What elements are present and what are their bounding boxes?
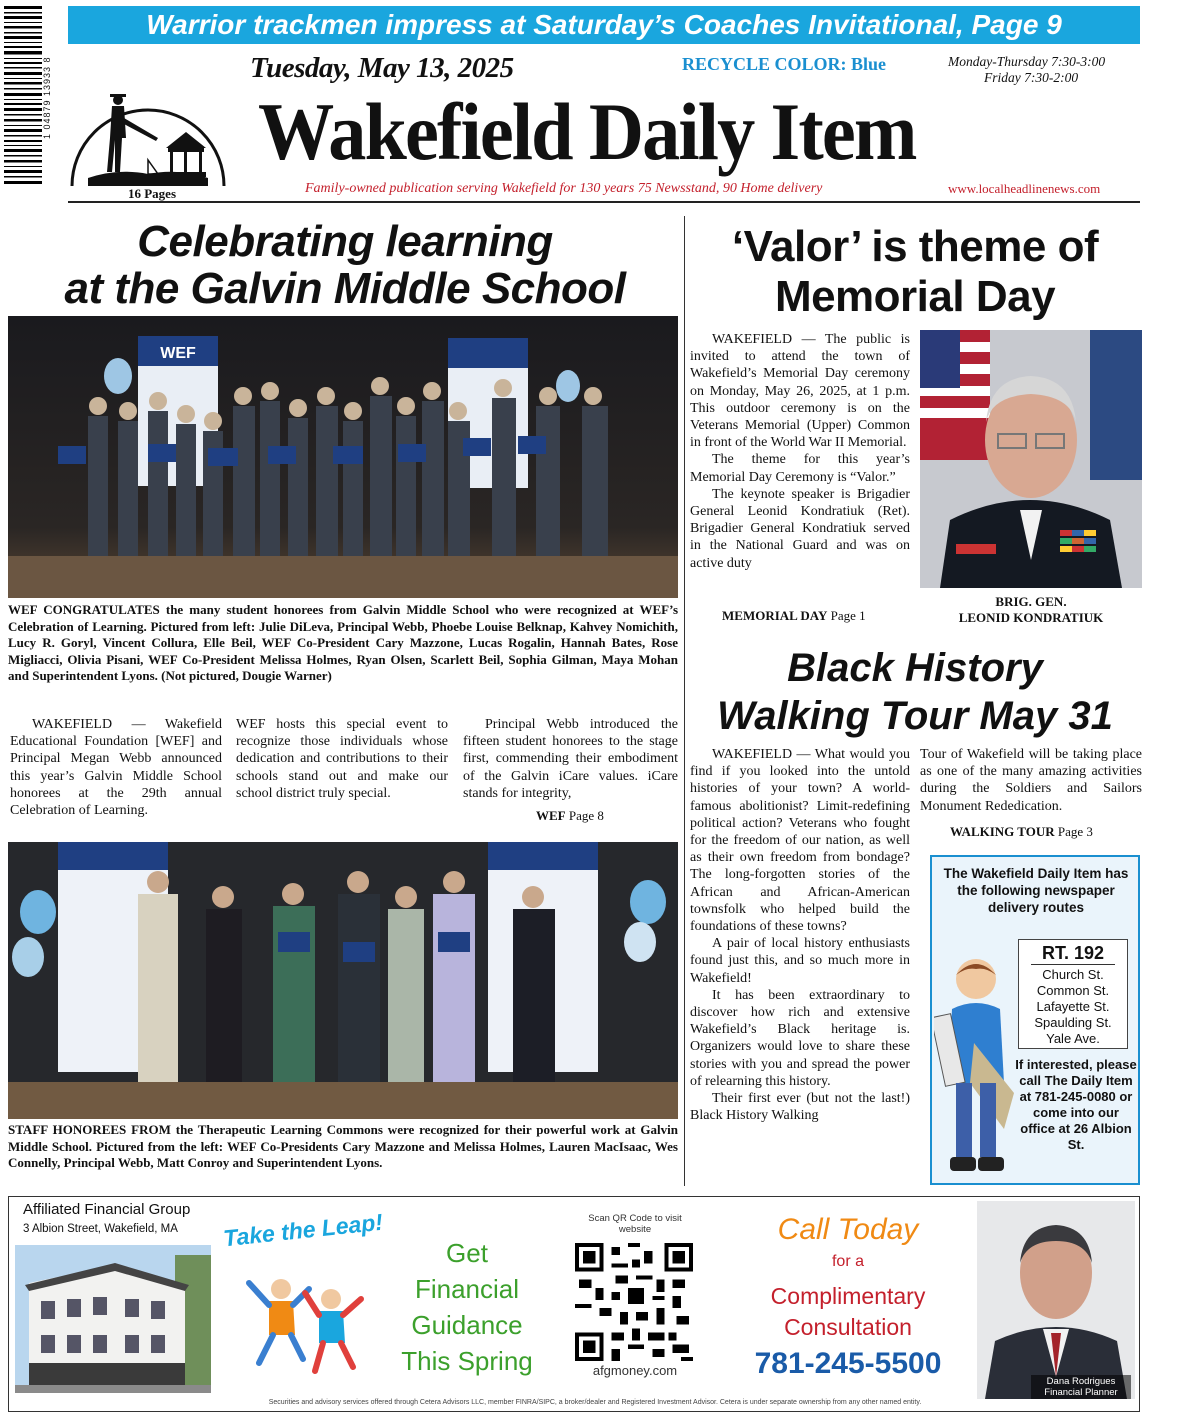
guidance-line: Get — [446, 1238, 488, 1268]
portrait-caption-line-1: BRIG. GEN. — [995, 594, 1067, 609]
ad-for-a: for a — [831, 1253, 864, 1270]
valor-jump-link[interactable] — [722, 608, 866, 624]
complimentary-line: Complimentary — [770, 1283, 926, 1309]
valor-paragraph-1: WAKEFIELD — The public is invited to attend the town of Wakefield’s Memorial Day ceremony on Monday, May 26, 2025, at 1 p.m. This outdoor ceremony is on the Veterans Memorial (Upper) Common in front of the World War II Memorial. — [690, 332, 910, 451]
galvin-body-col-2: WEF hosts this special event to recognize those individuals whose dedication and contributions to their schools stand out and make our school district truly special. — [236, 717, 448, 801]
ad-take-the-leap: Take the Leap! — [222, 1208, 385, 1252]
bh-paragraph-2: A pair of local history enthusiasts found just this, and so much more in Wakefield! — [690, 936, 910, 986]
staff-caption-lead: STAFF HONOREES FROM — [8, 1122, 171, 1137]
galvin-body-col-1: WAKEFIELD — Wakefield Educational Foundation [WEF] and Principal Megan Webb announced this year’s Galvin Middle School honorees at the 29th annual Celebration of Learning. — [10, 717, 222, 819]
page-count: 16 Pages — [127, 186, 177, 201]
top-banner-headline[interactable]: Warrior trackmen impress at Saturday’s Coaches Invitational, Page 9 — [68, 6, 1140, 44]
ad-company-name: Affiliated Financial Group — [23, 1201, 191, 1218]
ad-person-name: Dana Rodrigues — [1046, 1376, 1116, 1387]
valor-jump-label: MEMORIAL DAY — [722, 608, 828, 623]
office-building-photo — [15, 1245, 211, 1393]
ad-call-today: Call Today — [777, 1213, 919, 1246]
route-box — [1018, 939, 1128, 1049]
financial-planner-photo — [977, 1201, 1135, 1399]
route-street: Spaulding St. — [1034, 1015, 1112, 1030]
masthead-rule — [68, 201, 1140, 203]
qr-code-icon[interactable] — [575, 1243, 693, 1361]
staff-honorees-caption — [8, 1122, 678, 1172]
guidance-line: Financial — [414, 1274, 520, 1304]
guidance-line: This Spring — [401, 1346, 533, 1376]
issue-date: Tuesday, May 13, 2025 — [250, 52, 514, 84]
masthead-tagline: Family-owned publication serving Wakefield for 130 years 75 Newsstand, 90 Home delivery — [305, 181, 823, 196]
route-street: Common St. — [1036, 983, 1110, 998]
valor-body — [690, 331, 910, 572]
valor-headline[interactable] — [690, 222, 1140, 322]
black-history-headline-line-2: Walking Tour May 31 — [717, 694, 1113, 738]
bh-paragraph-4: Their first ever (but not the last!) Black History Walking — [690, 1091, 910, 1124]
kondratiuk-portrait[interactable] — [920, 330, 1142, 588]
galvin-headline[interactable] — [10, 218, 680, 312]
bh-jump-page: Page 3 — [1057, 824, 1093, 839]
bh-paragraph-1: WAKEFIELD — What would you find if you looked into the untold histories of your town? A world-famous abolitionist? Limit-redefining political action? Veterans who fought for the freedom of our nation, as well as their own freedom from bondage? The long-forgotten stories of the African and African-American townsfolk who helped build the foundations of these towns? — [690, 747, 910, 935]
galvin-body-col-3: Principal Webb introduced the fifteen student honorees to the stage first, commending their embodiment of the Galvin iCare values. iCare stands for integrity, — [463, 717, 678, 801]
ad-person-caption — [1031, 1375, 1131, 1399]
route-number: RT. 192 — [1031, 942, 1115, 965]
wef-banner-text: WEF — [160, 345, 196, 362]
ad-company-address: 3 Albion Street, Wakefield, MA — [23, 1223, 178, 1235]
route-ad-contact: If interested, please call The Daily Item at 781-245-0080 or come into our office at 26 Albion St. — [1015, 1057, 1137, 1152]
galvin-jump-label: WEF — [536, 808, 566, 823]
website-link[interactable]: www.localheadlinenews.com — [948, 181, 1101, 196]
portrait-caption — [920, 594, 1142, 626]
black-history-body-col-1 — [690, 746, 910, 1124]
ad-disclaimer: Securities and advisory services offered through Cetera Advisors LLC, member FINRA/SIPC, a broker/dealer and Registered Investment Advisor. Cetera is under separate ownership from any other named entity. — [268, 1399, 922, 1406]
galvin-headline-line-1: Celebrating learning — [137, 217, 553, 266]
ad-person-title: Financial Planner — [1044, 1387, 1118, 1398]
delivery-routes-ad[interactable] — [930, 855, 1140, 1185]
valor-headline-line-1: ‘Valor’ is theme of — [731, 222, 1099, 271]
student-honorees-photo[interactable] — [8, 316, 678, 598]
black-history-headline-line-1: Black History — [787, 646, 1043, 690]
ad-website[interactable]: afgmoney.com — [592, 1363, 678, 1378]
staff-honorees-photo[interactable] — [8, 842, 678, 1119]
bh-jump-label: WALKING TOUR — [950, 824, 1055, 839]
galvin-jump-link[interactable] — [536, 808, 604, 824]
student-honorees-caption: WEF CONGRATULATES the many student honorees from Galvin Middle School who were recognized at WEF’s Celebration of Learning. Pictured from left: Julie DiLeva, Principal Webb, Phoebe Louise Belknap, Kahvey Nomichith, Lucy R. Goryl, Vincent Collura, Elle Beil, WEF Co-President Cary Mazzone, Lucas Rogalin, Hannah Bates, Rose Migliacci, Olivia Pisani, WEF Co-President Melissa Holmes, Ryan Olsen, Scarlett Beil, Sophia Gilman, Maya Mohan and Superintendent Lyons. (Not pictured, Dougie Warner) — [8, 602, 678, 684]
jumping-people-icon — [239, 1259, 369, 1379]
office-hours — [948, 54, 1105, 86]
minuteman-logo-icon — [68, 68, 228, 190]
valor-jump-page: Page 1 — [830, 608, 866, 623]
qr-label: Scan QR Code to visit website — [588, 1213, 682, 1235]
black-history-body-col-2: Tour of Wakefield will be taking place as one of the many amazing activities during the Soldiers and Sailors Monument Rededication. — [920, 747, 1142, 814]
guidance-line: Guidance — [411, 1310, 523, 1340]
newsboy-illustration-icon — [934, 953, 1018, 1181]
hours-line-2: Friday 7:30-2:00 — [984, 70, 1079, 85]
complimentary-line: Consultation — [784, 1314, 912, 1340]
ad-phone-number[interactable]: 781-245-5500 — [754, 1347, 942, 1380]
financial-group-ad[interactable] — [8, 1196, 1140, 1412]
galvin-jump-page: Page 8 — [568, 808, 604, 823]
barcode-number: 1 04879 13933 8 — [42, 56, 52, 139]
recycle-color: RECYCLE COLOR: Blue — [682, 54, 887, 74]
barcode — [4, 6, 42, 186]
bh-paragraph-3: It has been extraordinary to discover how rich and extensive Wakefield’s Black heritage is. Organizers would love to share these stories with you and spread the power of relearning this history. — [690, 987, 910, 1089]
valor-headline-line-2: Memorial Day — [774, 272, 1056, 321]
galvin-headline-line-2: at the Galvin Middle School — [64, 264, 626, 313]
black-history-jump-link[interactable] — [950, 824, 1093, 840]
route-ad-heading: The Wakefield Daily Item has the following newspaper delivery routes — [943, 866, 1129, 915]
route-street: Yale Ave. — [1046, 1031, 1100, 1046]
black-history-headline[interactable] — [690, 644, 1140, 740]
valor-paragraph-3: The keynote speaker is Brigadier General Leonid Kondratiuk (Ret). Brigadier General Kondratiuk served in the National Guard and was on active duty — [690, 486, 910, 571]
staff-caption-text: the Therapeutic Learning Commons were recognized for their powerful work at Galvin Middle School. Pictured from the left: WEF Co-Presidents Cary Mazzone and Melissa Holmes, Lauren MacIsaac, Wes Connelly, Principal Webb, Matt Conroy and Superintendent Lyons. — [8, 1122, 678, 1171]
portrait-caption-line-2: LEONID KONDRATIUK — [958, 610, 1104, 625]
valor-paragraph-2: The theme for this year’s Memorial Day Ceremony is “Valor.” — [690, 452, 910, 485]
route-street: Lafayette St. — [1036, 999, 1110, 1014]
ad-guidance-text — [377, 1235, 557, 1379]
newspaper-title[interactable]: Wakefield Daily Item — [258, 86, 916, 177]
hours-line-1: Monday-Thursday 7:30-3:00 — [948, 54, 1106, 69]
ad-complimentary-text — [733, 1281, 963, 1343]
route-street: Church St. — [1042, 967, 1104, 982]
column-divider — [684, 216, 685, 1186]
